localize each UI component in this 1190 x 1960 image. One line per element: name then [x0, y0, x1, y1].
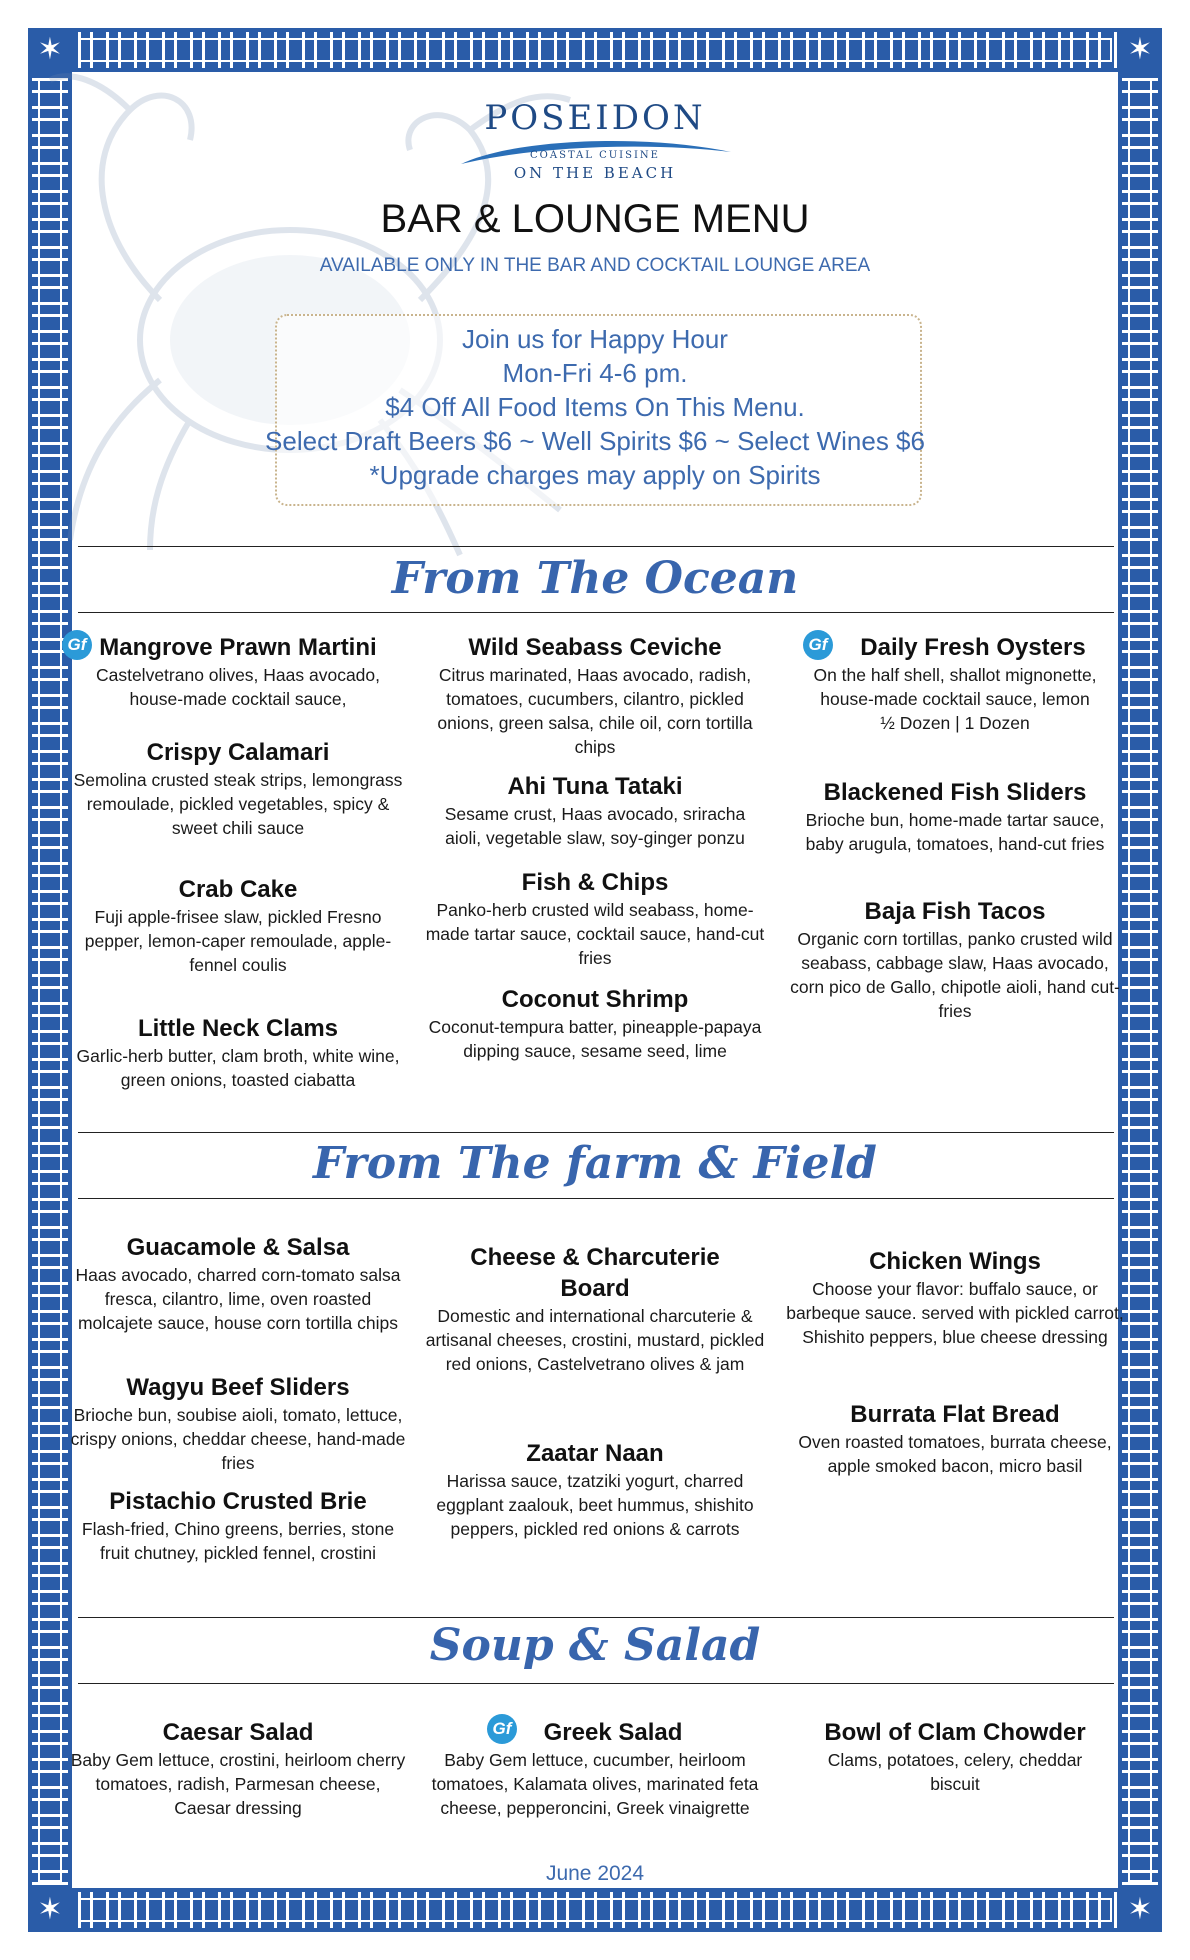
item-name: Crispy Calamari — [146, 739, 330, 766]
menu-title: BAR & LOUNGE MENU — [380, 197, 810, 241]
star-corner-icon: ✶ — [1118, 28, 1162, 72]
item-name: Crab Cake — [178, 876, 298, 903]
item-name: Mangrove Prawn Martini — [99, 634, 377, 661]
section-divider — [78, 1198, 1114, 1199]
item-name: Bowl of Clam Chowder — [824, 1719, 1086, 1746]
item-description: Garlic-herb butter, clam broth, white wine, green onions, toasted ciabatta — [76, 1046, 400, 1090]
item-name: Coconut Shrimp — [501, 986, 689, 1013]
menu-item — [68, 1232, 408, 1335]
menu-item — [68, 1013, 408, 1092]
item-description: Oven roasted tomatoes, burrata cheese, apple smoked bacon, micro basil — [798, 1432, 1112, 1476]
menu-item — [425, 771, 765, 850]
item-description: Choose your flavor: buffalo sauce, or barbeque sauce. served with pickled carrot, Shishito peppers, blue cheese dressing — [786, 1279, 1124, 1347]
item-name: Chicken Wings — [869, 1248, 1041, 1275]
happy-hour-line: *Upgrade charges may apply on Spirits — [369, 460, 821, 490]
item-description: Baby Gem lettuce, crostini, heirloom cherry tomatoes, radish, Parmesan cheese, Caesar dressing — [70, 1750, 406, 1818]
happy-hour-line: Select Draft Beers $6 ~ Well Spirits $6 ~ Select Wines $6 — [265, 426, 925, 456]
menu-item — [425, 1717, 765, 1820]
section-title-ocean: From The Ocean — [391, 553, 799, 604]
menu-item — [68, 1717, 408, 1820]
menu-item — [425, 984, 765, 1063]
item-description: Coconut-tempura batter, pineapple-papaya dipping sauce, sesame seed, lime — [428, 1017, 762, 1061]
menu-item — [68, 874, 408, 977]
item-name: Little Neck Clams — [137, 1015, 339, 1042]
menu-item — [425, 1438, 765, 1541]
item-name: Pistachio Crusted Brie — [109, 1488, 367, 1515]
item-description: Sesame crust, Haas avocado, sriracha aioli, vegetable slaw, soy-ginger ponzu — [444, 804, 746, 848]
item-name: Guacamole & Salsa — [126, 1234, 350, 1261]
item-name: Greek Salad — [543, 1719, 683, 1746]
section-title-farm: From The farm & Field — [313, 1138, 877, 1189]
section-divider — [78, 1132, 1114, 1133]
item-name: Wagyu Beef Sliders — [126, 1374, 350, 1401]
gluten-free-badge-icon: Gf — [62, 630, 92, 660]
happy-hour-line: Mon-Fri 4-6 pm. — [502, 358, 688, 388]
item-description: Haas avocado, charred corn-tomato salsa fresca, cilantro, lime, oven roasted molcajete sauce, house corn tortilla chips — [75, 1265, 401, 1333]
section-divider — [78, 546, 1114, 547]
item-description: Semolina crusted steak strips, lemongrass remoulade, pickled vegetables, spicy & sweet chili sauce — [73, 770, 403, 838]
logo-location: ON THE BEACH — [513, 164, 677, 182]
item-description: Brioche bun, home-made tartar sauce, baby arugula, tomatoes, hand-cut fries — [805, 810, 1105, 854]
item-name: Baja Fish Tacos — [864, 898, 1046, 925]
star-corner-icon: ✶ — [28, 28, 72, 72]
menu-subtitle: AVAILABLE ONLY IN THE BAR AND COCKTAIL LOUNGE AREA — [319, 255, 871, 276]
item-description: Domestic and international charcuterie & artisanal cheeses, crostini, mustard, pickled red onions, Castelvetrano olives & jam — [425, 1306, 765, 1374]
menu-item — [785, 1246, 1125, 1349]
item-name: Daily Fresh Oysters — [860, 634, 1086, 661]
menu-item — [785, 1717, 1125, 1796]
item-description: Harissa sauce, tzatziki yogurt, charred eggplant zaalouk, beet hummus, shishito peppers, pickled red onions & carrots — [436, 1471, 754, 1539]
logo-brand: POSEIDON — [484, 98, 706, 138]
item-description: Organic corn tortillas, panko crusted wild seabass, cabbage slaw, Haas avocado, corn pico de Gallo, chipotle aioli, hand cut-fries — [790, 929, 1120, 1021]
item-description: Clams, potatoes, celery, cheddar biscuit — [827, 1750, 1083, 1794]
section-title-soup: Soup & Salad — [429, 1620, 761, 1671]
menu-item — [425, 1242, 765, 1376]
menu-item — [68, 1372, 408, 1475]
greek-key-border-bottom — [72, 1892, 1118, 1928]
item-name: Ahi Tuna Tataki — [507, 773, 683, 800]
item-description: Castelvetrano olives, Haas avocado, house-made cocktail sauce, — [95, 665, 381, 709]
menu-item — [790, 632, 1120, 735]
item-description: Brioche bun, soubise aioli, tomato, lettuce, crispy onions, cheddar cheese, hand-made fries — [70, 1405, 406, 1473]
gluten-free-badge-icon: Gf — [803, 630, 833, 660]
item-description: Fuji apple-frisee slaw, pickled Fresno pepper, lemon-caper remoulade, apple-fennel coulis — [84, 907, 392, 975]
item-name: Burrata Flat Bread — [850, 1401, 1060, 1428]
item-name: Fish & Chips — [521, 869, 669, 896]
gluten-free-badge-icon: Gf — [487, 1714, 517, 1744]
happy-hour-line: Join us for Happy Hour — [462, 324, 728, 354]
item-description: Flash-fried, Chino greens, berries, stone fruit chutney, pickled fennel, crostini — [81, 1519, 395, 1563]
section-divider — [78, 1683, 1114, 1684]
item-name: Zaatar Naan — [526, 1440, 664, 1467]
star-corner-icon: ✶ — [28, 1888, 72, 1932]
item-description: On the half shell, shallot mignonette, house-made cocktail sauce, lemon — [813, 665, 1097, 709]
menu-date: June 2024 — [545, 1862, 645, 1885]
logo-tagline: COASTAL CUISINE — [530, 150, 660, 161]
item-description: Citrus marinated, Haas avocado, radish, tomatoes, cucumbers, cilantro, pickled onions, green salsa, chile oil, corn tortilla chips — [437, 665, 753, 757]
item-name: Wild Seabass Ceviche — [468, 634, 722, 661]
menu-item — [785, 1399, 1125, 1478]
menu-item — [785, 896, 1125, 1023]
item-name: Caesar Salad — [162, 1719, 314, 1746]
item-description: Panko-herb crusted wild seabass, home-made tartar sauce, cocktail sauce, hand-cut fries — [425, 900, 765, 968]
poseidon-logo — [450, 98, 740, 190]
menu-item — [785, 777, 1125, 856]
section-divider — [78, 1617, 1114, 1618]
menu-item — [425, 867, 765, 970]
happy-hour-line: $4 Off All Food Items On This Menu. — [385, 392, 805, 422]
item-portion: ½ Dozen | 1 Dozen — [880, 713, 1030, 733]
section-divider — [78, 612, 1114, 613]
menu-item — [425, 632, 765, 759]
item-description: Baby Gem lettuce, cucumber, heirloom tomatoes, Kalamata olives, marinated feta cheese, pepperoncini, Greek vinaigrette — [431, 1750, 759, 1818]
item-name: Blackened Fish Sliders — [823, 779, 1087, 806]
menu-item — [68, 632, 408, 711]
star-corner-icon: ✶ — [1118, 1888, 1162, 1932]
menu-item — [68, 737, 408, 840]
item-name: Cheese & Charcuterie Board — [470, 1244, 720, 1302]
menu-item — [68, 1486, 408, 1565]
